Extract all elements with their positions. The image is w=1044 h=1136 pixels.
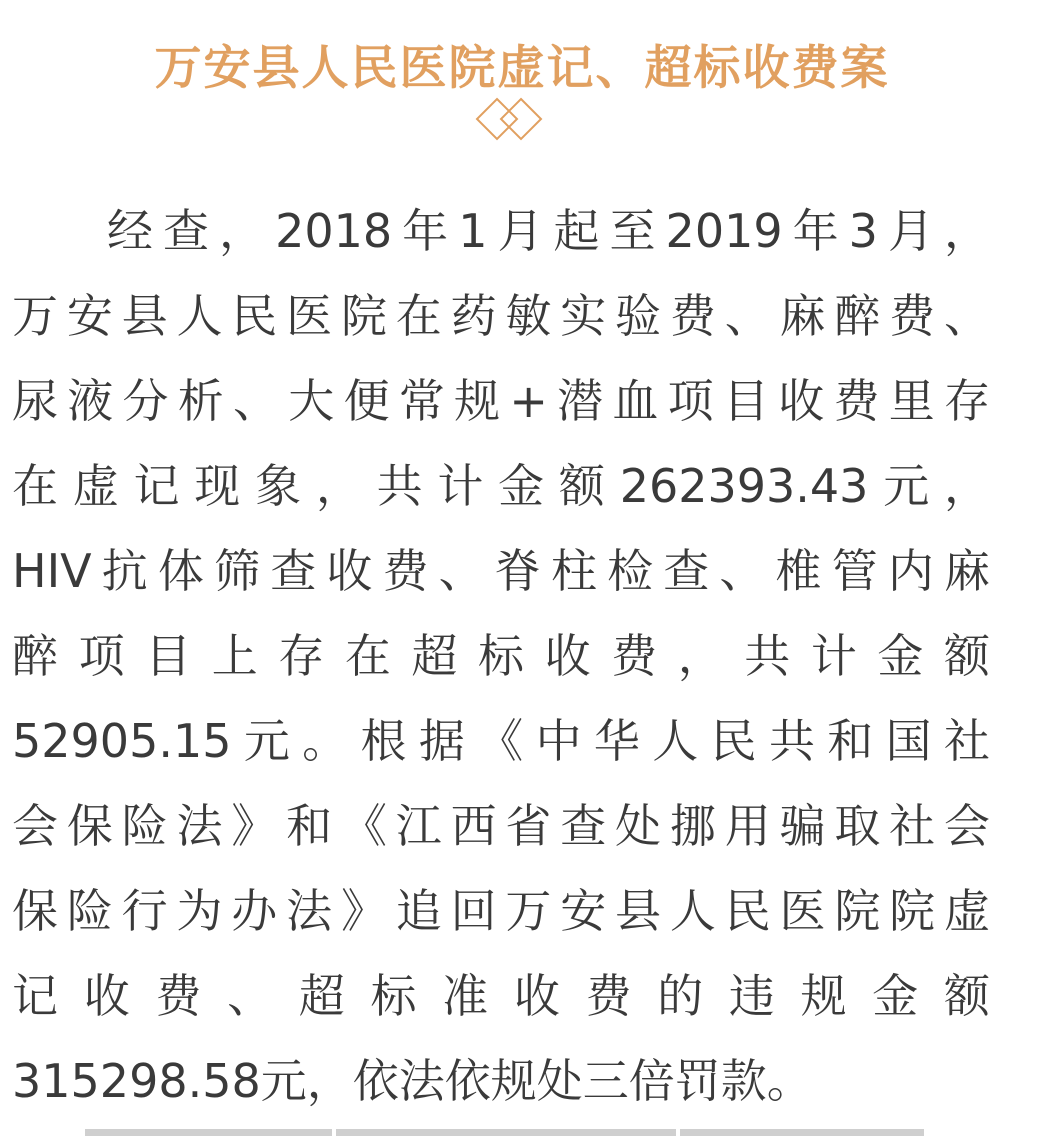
body-line: 315298.58元，依法依规处三倍罚款。 [12,1054,813,1108]
article-title: 万安县人民医院虚记、超标收费案 [154,41,890,97]
body-line: 保险行为办法》追回万安县人民医院院虚 [12,884,990,938]
bottom-divider [336,1129,676,1136]
body-line: HIV抗体筛查收费、脊柱检查、椎管内麻 [12,544,990,598]
body-line: 52905.15元。根据《中华人民共和国社 [12,714,990,768]
article-body [12,196,990,1131]
double-diamond-icon [473,96,545,142]
body-line: 会保险法》和《江西省查处挪用骗取社会 [12,799,990,853]
body-line: 醉项目上存在超标收费，共计金额 [12,629,990,683]
body-line: 尿液分析、大便常规+潜血项目收费里存 [12,374,990,428]
body-line: 在虚记现象，共计金额262393.43元， [12,459,990,513]
body-line: 万安县人民医院在药敏实验费、麻醉费、 [12,289,990,343]
body-line: 记收费、超标准收费的违规金额 [12,969,990,1023]
body-line: 经查，2018年1月起至2019年3月， [107,204,990,258]
bottom-divider [85,1129,332,1136]
bottom-divider [680,1129,924,1136]
